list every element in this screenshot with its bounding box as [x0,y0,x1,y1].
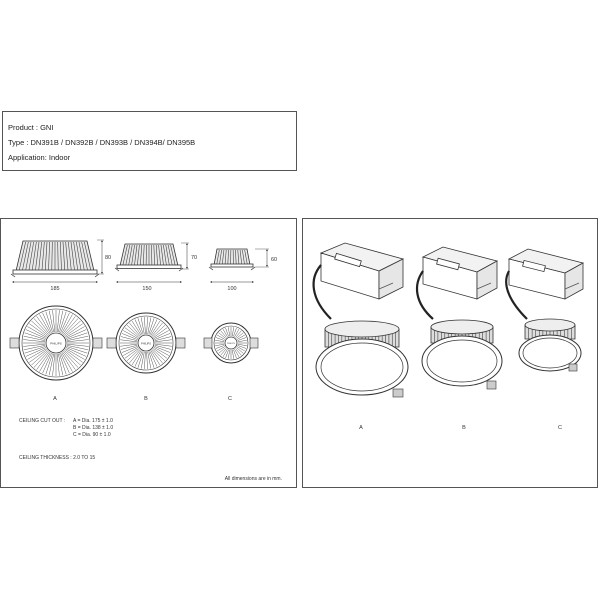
side-view-c [209,249,269,282]
dim-c-height: 60 [271,257,278,263]
brand-logo-b: PHILIPS [141,342,151,346]
product-info-box [2,111,297,171]
type-line: Type : DN391B / DN392B / DN393B / DN394B/ DN395B [8,138,196,147]
perspective-label-a: A [359,425,363,431]
downlight-b [422,320,502,389]
side-view-a [11,240,104,282]
brand-logo-a: PHILIPS [50,341,62,346]
driver-box-a [321,243,403,299]
product-line: Product : GNI [8,123,54,132]
driver-box-c [509,249,583,299]
cutout-c: C = Dia. 90 ± 1.0 [73,432,111,438]
technical-drawing-panel [0,218,297,488]
technical-drawing [1,219,298,489]
brand-logo-c: PHILIPS [227,343,235,345]
cutout-b: B = Dia. 138 ± 1.0 [73,425,114,431]
downlight-c [519,319,581,371]
perspective-label-c: C [558,425,562,431]
ceiling-thickness: CEILING THICKNESS : 2.0 TO 15 [19,455,96,461]
perspective-drawing-panel [302,218,598,488]
application-line: Application: Indoor [8,153,71,162]
cutout-a: A = Dia. 175 ± 1.0 [73,418,113,424]
downlight-a [316,321,408,397]
label-b: B [144,396,148,402]
dimensions-note: All dimensions are in mm. [224,476,282,482]
dim-a-width: 185 [50,286,60,292]
perspective-label-b: B [462,425,466,431]
label-a: A [53,396,57,402]
label-c: C [228,396,232,402]
dim-c-width: 100 [227,286,237,292]
cutout-title: CEILING CUT OUT : [19,418,66,424]
driver-box-b [423,247,497,299]
dim-a-height: 80 [105,255,112,261]
perspective-drawing [303,219,599,489]
dim-b-height: 70 [191,255,198,261]
dim-b-width: 150 [142,286,152,292]
side-view-b [115,243,189,282]
